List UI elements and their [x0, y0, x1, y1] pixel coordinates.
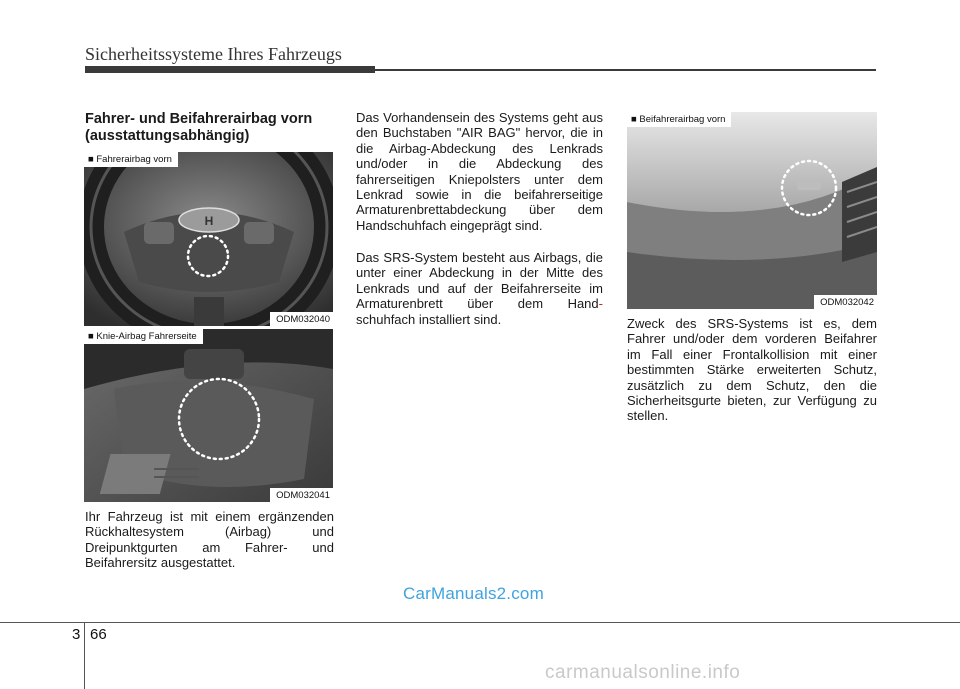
page-number: 66 [90, 626, 107, 643]
steering-wheel-illustration [84, 152, 333, 326]
col2-p2-text-b: schuhfach installiert sind. [356, 311, 502, 327]
col2-paragraph-2 [356, 250, 603, 327]
page-chapter: 3 [72, 626, 81, 643]
knee-airbag-illustration [84, 329, 333, 502]
figure-caption: ■ Fahrerairbag vorn [84, 152, 178, 167]
bottom-watermark: carmanualsonline.info [545, 662, 741, 683]
figure-caption: ■ Knie-Airbag Fahrerseite [84, 329, 203, 344]
figure-passenger-airbag [627, 112, 877, 309]
figure-code: ODM032042 [814, 295, 877, 309]
footer-rule [0, 622, 960, 623]
figure-code: ODM032040 [270, 312, 333, 326]
col3-paragraph: Zweck des SRS-Systems ist es, dem Fahrer und/oder dem vorderen Beifahrer im Fall einer Frontalkollision mit einer bestimmten Stärke erweiterten Schutz, zusätzlich zu dem Schutz, den die Sicherheitsgurte bieten, zur Verfügung zu stellen. [627, 316, 877, 424]
header-title: Sicherheitssysteme Ihres Fahrzeugs [85, 44, 342, 64]
dashboard-illustration [627, 112, 877, 309]
col1-paragraph: Ihr Fahrzeug ist mit einem ergänzenden Rückhaltesystem (Airbag) und Dreipunktgurten am Fahrer- und Beifahrersitz ausgestattet. [85, 509, 334, 571]
header-bar [85, 66, 375, 73]
section-title: Fahrer- und Beifahrerairbag vorn (ausstattungsabhängig) [85, 111, 313, 144]
svg-text:H: H [204, 214, 214, 228]
header-rule [375, 69, 876, 71]
figure-code: ODM032041 [270, 488, 333, 502]
col2-paragraph-1: Das Vorhandensein des Systems geht aus den Buchstaben "AIR BAG" hervor, die in die Airbag-Abdeckung des Lenkrads und/oder in die Abdeckung des fahrerseitigen Kniepolsters unter dem Lenkrad sowie in die beifahrerseitige Armaturenbrettabdeckung über dem Handschuhfach eingeprägt sind. [356, 110, 603, 233]
col2-p2-text-a: Das SRS-System besteht aus Airbags, die unter einer Abdeckung in der Mitte des Lenkrads und auf der Beifahrerseite im Armaturenbrett über dem Hand [356, 250, 603, 312]
col2-p2-hyphen: - [598, 296, 603, 312]
figure-driver-airbag [84, 152, 333, 326]
figure-knee-airbag [84, 329, 333, 502]
figure-caption: ■ Beifahrerairbag vorn [627, 112, 731, 127]
watermark-link[interactable]: CarManuals2.com [403, 584, 544, 603]
footer-divider [84, 622, 85, 689]
